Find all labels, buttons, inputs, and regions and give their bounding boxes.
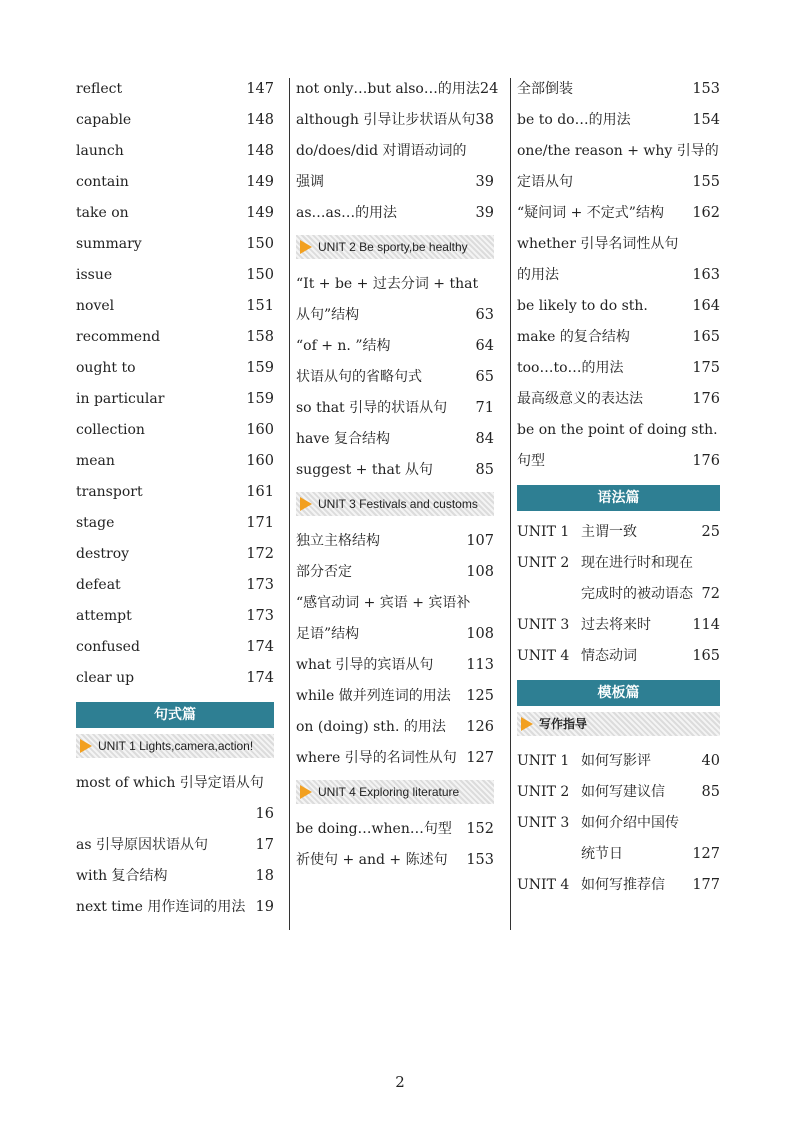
- triangle-marker-icon: [80, 739, 92, 753]
- toc-entry: [76, 446, 274, 477]
- toc-entry: [296, 136, 494, 167]
- toc-entry: [76, 167, 274, 198]
- entry-page: 163: [692, 267, 720, 283]
- entry-page: 175: [692, 360, 720, 376]
- column-3: [517, 74, 720, 901]
- toc-entry: [76, 198, 274, 229]
- entry-text: 强调: [296, 174, 324, 190]
- entry-text: 过去将来时: [581, 617, 651, 633]
- toc-entry: [76, 768, 274, 799]
- entry-page: 64: [475, 338, 494, 354]
- entry-page: 149: [246, 205, 274, 221]
- entry-text: make 的复合结构: [517, 329, 630, 345]
- unit-1-label: UNIT 1 Lights,camera,action!: [98, 739, 254, 753]
- toc-entry: [296, 814, 494, 845]
- toc-entry: [76, 415, 274, 446]
- entry-text: 部分否定: [296, 564, 352, 580]
- toc-entry: [517, 808, 720, 839]
- entry-text: transport: [76, 484, 143, 500]
- column-divider-1: [289, 78, 290, 930]
- entry-unit: UNIT 4: [517, 648, 570, 664]
- unit-1-header: [76, 734, 274, 758]
- unit-1-entries: [76, 768, 274, 923]
- entry-text: 从句”结构: [296, 307, 360, 323]
- triangle-marker-icon: [300, 240, 312, 254]
- toc-entry: [517, 446, 720, 477]
- entry-text: too…to…的用法: [517, 360, 624, 376]
- toc-entry: [76, 477, 274, 508]
- entry-text: next time 用作连词的用法: [76, 899, 246, 915]
- toc-entry: [517, 548, 720, 579]
- entry-page: 174: [246, 639, 274, 655]
- toc-entry: [76, 570, 274, 601]
- entry-page: 125: [466, 688, 494, 704]
- toc-entry: [296, 681, 494, 712]
- entry-text: 完成时的被动语态: [581, 586, 693, 602]
- entry-page: 24: [479, 81, 499, 97]
- entry-text: on (doing) sth. 的用法: [296, 719, 446, 735]
- entry-text: 如何写影评: [581, 753, 651, 769]
- entry-text: clear up: [76, 670, 135, 686]
- entry-page: 159: [246, 360, 274, 376]
- entry-page: 39: [475, 205, 494, 221]
- toc-entry: [296, 424, 494, 455]
- toc-entry: [76, 105, 274, 136]
- entry-page: 174: [246, 670, 274, 686]
- writing-guide-label: 写作指导: [539, 717, 588, 731]
- entry-text: be on the point of doing sth.: [517, 422, 718, 438]
- entry-unit: UNIT 1: [517, 524, 570, 540]
- entry-page: 151: [246, 298, 274, 314]
- entry-text: most of which 引导定语从句: [76, 775, 264, 791]
- entry-text: as…as…的用法: [296, 205, 398, 221]
- entry-text: novel: [76, 298, 115, 314]
- toc-entry: [296, 526, 494, 557]
- toc-entry: [517, 870, 720, 901]
- page-number: 2: [395, 1073, 405, 1091]
- entry-text: 主谓一致: [581, 524, 637, 540]
- entry-text: “感官动词 + 宾语 + 宾语补: [296, 595, 471, 611]
- grammar-section-title: 语法篇: [517, 485, 720, 511]
- toc-entry: [76, 632, 274, 663]
- toc-entry: [517, 839, 720, 870]
- toc-entry: [517, 353, 720, 384]
- toc-entry: [76, 508, 274, 539]
- entry-page: 39: [475, 174, 494, 190]
- unit-3-header: [296, 492, 494, 516]
- entry-page: 162: [692, 205, 720, 221]
- toc-entry: [517, 384, 720, 415]
- entry-text: with 复合结构: [76, 868, 168, 884]
- entry-text: recommend: [76, 329, 161, 345]
- grammar-entries: [517, 517, 720, 672]
- entry-page: 85: [475, 462, 494, 478]
- toc-entry: [76, 136, 274, 167]
- toc-entry: [76, 892, 274, 923]
- entry-text: 状语从句的省略句式: [296, 369, 422, 385]
- entry-text: 如何介绍中国传: [581, 815, 679, 831]
- entry-page: 177: [692, 877, 720, 893]
- entry-unit: UNIT 2: [517, 784, 570, 800]
- entry-text: ought to: [76, 360, 136, 376]
- toc-entry: [296, 650, 494, 681]
- toc-entry: [517, 641, 720, 672]
- entry-text: as 引导原因状语从句: [76, 837, 208, 853]
- entry-page: 164: [692, 298, 720, 314]
- entry-text: 统节日: [581, 846, 623, 862]
- column-1: [76, 74, 274, 923]
- entry-text: capable: [76, 112, 132, 128]
- entry-page: 148: [246, 112, 274, 128]
- entry-page: 153: [466, 852, 494, 868]
- entry-text: in particular: [76, 391, 165, 407]
- entry-unit: UNIT 2: [517, 555, 570, 571]
- toc-entry: [517, 415, 720, 446]
- entry-text: be likely to do sth.: [517, 298, 648, 314]
- entry-text: 如何写建议信: [581, 784, 665, 800]
- entry-text: have 复合结构: [296, 431, 391, 447]
- toc-entry: [296, 167, 494, 198]
- entry-text: launch: [76, 143, 124, 159]
- toc-entry: [517, 322, 720, 353]
- toc-entry: [517, 291, 720, 322]
- unit-4-header: [296, 780, 494, 804]
- entry-page: 148: [246, 143, 274, 159]
- entry-page: 160: [246, 422, 274, 438]
- entry-page: 150: [246, 267, 274, 283]
- entry-text: one/the reason + why 引导的: [517, 143, 719, 159]
- unit-2-label: UNIT 2 Be sporty,be healthy: [318, 240, 468, 254]
- entry-page: 155: [692, 174, 720, 190]
- toc-entry: [76, 74, 274, 105]
- entry-text: reflect: [76, 81, 123, 97]
- unit-2-header: [296, 235, 494, 259]
- toc-entry: [296, 105, 494, 136]
- entry-page: 149: [246, 174, 274, 190]
- unit-4-entries: [296, 814, 494, 876]
- triangle-marker-icon: [521, 717, 533, 731]
- toc-entry: [76, 260, 274, 291]
- entry-page: 19: [255, 899, 274, 915]
- toc-entry: [296, 269, 494, 300]
- toc-entry: [296, 393, 494, 424]
- entry-unit: UNIT 1: [517, 753, 570, 769]
- toc-entry: [76, 384, 274, 415]
- entry-text: 独立主格结构: [296, 533, 380, 549]
- entry-page: 161: [246, 484, 274, 500]
- entry-page: 159: [246, 391, 274, 407]
- entry-text: 祈使句 + and + 陈述句: [296, 852, 448, 868]
- entry-page: 113: [466, 657, 494, 673]
- toc-entry: [517, 198, 720, 229]
- entry-page: 172: [246, 546, 274, 562]
- entry-page: 38: [475, 112, 494, 128]
- entry-text: while 做并列连词的用法: [296, 688, 451, 704]
- entry-page: 85: [701, 784, 720, 800]
- toc-entry: [296, 712, 494, 743]
- entry-page: 165: [692, 648, 720, 664]
- toc-entry: [517, 610, 720, 641]
- entry-text: “疑问词 + 不定式”结构: [517, 205, 664, 221]
- entry-page: 84: [475, 431, 494, 447]
- entry-unit: UNIT 3: [517, 815, 570, 831]
- entry-text: be to do…的用法: [517, 112, 631, 128]
- entry-page: 160: [246, 453, 274, 469]
- entry-page: 173: [246, 577, 274, 593]
- unit-2-entries: [296, 269, 494, 486]
- entry-page: 126: [466, 719, 494, 735]
- toc-entry: [76, 799, 274, 830]
- entry-page: 18: [255, 868, 274, 884]
- entry-unit: UNIT 3: [517, 617, 570, 633]
- toc-entry: [76, 663, 274, 694]
- vocabulary-list: [76, 74, 274, 694]
- entry-text: “of + n. ”结构: [296, 338, 391, 354]
- entry-page: 152: [466, 821, 494, 837]
- toc-entry: [296, 588, 494, 619]
- entry-page: 71: [475, 400, 494, 416]
- toc-entry: [517, 105, 720, 136]
- toc-entry: [517, 167, 720, 198]
- entry-text: whether 引导名词性从句: [517, 236, 679, 252]
- entry-page: 176: [692, 453, 720, 469]
- entry-page: 165: [692, 329, 720, 345]
- toc-entry: [76, 861, 274, 892]
- entry-page: 108: [466, 564, 494, 580]
- entry-page: 158: [246, 329, 274, 345]
- template-section-title: 模板篇: [517, 680, 720, 706]
- unit-3-entries: [296, 526, 494, 774]
- entry-text: confused: [76, 639, 140, 655]
- sentence-pattern-section-title: 句式篇: [76, 702, 274, 728]
- writing-guide-header: [517, 712, 720, 736]
- entry-text: summary: [76, 236, 142, 252]
- entry-text: where 引导的名词性从句: [296, 750, 457, 766]
- triangle-marker-icon: [300, 497, 312, 511]
- entry-text: suggest + that 从句: [296, 462, 433, 478]
- entry-text: 的用法: [517, 267, 559, 283]
- unit-3-label: UNIT 3 Festivals and customs: [318, 497, 478, 511]
- entry-page: 72: [701, 586, 720, 602]
- toc-entry: [296, 455, 494, 486]
- entry-page: 127: [466, 750, 494, 766]
- entry-text: do/does/did 对谓语动词的: [296, 143, 467, 159]
- entry-page: 171: [246, 515, 274, 531]
- entry-text: so that 引导的状语从句: [296, 400, 448, 416]
- entry-text: destroy: [76, 546, 130, 562]
- toc-entry: [76, 229, 274, 260]
- entry-text: issue: [76, 267, 113, 283]
- entry-text: collection: [76, 422, 145, 438]
- entry-unit: UNIT 4: [517, 877, 570, 893]
- entry-text: be doing…when…句型: [296, 821, 452, 837]
- entry-text: 情态动词: [581, 648, 637, 664]
- entry-text: not only…but also…的用法: [296, 81, 480, 97]
- entry-page: 173: [246, 608, 274, 624]
- entry-page: 63: [475, 307, 494, 323]
- entry-page: 108: [466, 626, 494, 642]
- entry-page: 176: [692, 391, 720, 407]
- entry-page: 127: [692, 846, 720, 862]
- toc-entry: [517, 136, 720, 167]
- entry-page: 17: [255, 837, 274, 853]
- unit-1-continued-entries: [296, 74, 499, 229]
- entry-text: defeat: [76, 577, 121, 593]
- column-divider-2: [510, 78, 511, 930]
- entry-text: take on: [76, 205, 129, 221]
- entry-page: 25: [701, 524, 720, 540]
- entry-text: 最高级意义的表达法: [517, 391, 643, 407]
- toc-entry: [517, 517, 720, 548]
- toc-entry: [296, 557, 494, 588]
- toc-entry: [76, 322, 274, 353]
- toc-entry: [296, 331, 494, 362]
- entry-text: stage: [76, 515, 115, 531]
- toc-entry: [296, 74, 499, 105]
- entry-text: “It + be + 过去分词 + that: [296, 276, 479, 292]
- toc-entry: [296, 743, 494, 774]
- entry-text: 现在进行时和现在: [581, 555, 693, 571]
- entry-text: 定语从句: [517, 174, 573, 190]
- entry-text: 足语”结构: [296, 626, 360, 642]
- triangle-marker-icon: [300, 785, 312, 799]
- entry-page: 153: [692, 81, 720, 97]
- toc-entry: [296, 362, 494, 393]
- entry-page: 150: [246, 236, 274, 252]
- entry-page: 154: [692, 112, 720, 128]
- entry-text: mean: [76, 453, 115, 469]
- toc-entry: [296, 300, 494, 331]
- toc-entry: [296, 619, 494, 650]
- entry-page: 40: [701, 753, 720, 769]
- entry-text: 句型: [517, 453, 545, 469]
- toc-entry: [296, 845, 494, 876]
- toc-entry: [517, 229, 720, 260]
- toc-entry: [76, 291, 274, 322]
- column-2: [296, 74, 499, 876]
- toc-entry: [76, 830, 274, 861]
- toc-entry: [517, 579, 720, 610]
- entry-page: 65: [475, 369, 494, 385]
- entry-text: contain: [76, 174, 129, 190]
- toc-entry: [517, 74, 720, 105]
- toc-entry: [517, 777, 720, 808]
- toc-entry: [76, 601, 274, 632]
- entry-page: 107: [466, 533, 494, 549]
- toc-entry: [517, 260, 720, 291]
- unit-4-continued-entries: [517, 74, 720, 477]
- toc-entry: [76, 353, 274, 384]
- entry-text: what 引导的宾语从句: [296, 657, 434, 673]
- entry-page: 147: [246, 81, 274, 97]
- toc-entry: [517, 746, 720, 777]
- entry-text: 全部倒装: [517, 81, 573, 97]
- toc-entry: [76, 539, 274, 570]
- entry-page: 114: [692, 617, 720, 633]
- entry-page: 16: [255, 806, 274, 822]
- unit-4-label: UNIT 4 Exploring literature: [318, 785, 460, 799]
- toc-entry: [296, 198, 494, 229]
- writing-entries: [517, 746, 720, 901]
- entry-text: although 引导让步状语从句: [296, 112, 476, 128]
- entry-text: attempt: [76, 608, 132, 624]
- entry-text: 如何写推荐信: [581, 877, 665, 893]
